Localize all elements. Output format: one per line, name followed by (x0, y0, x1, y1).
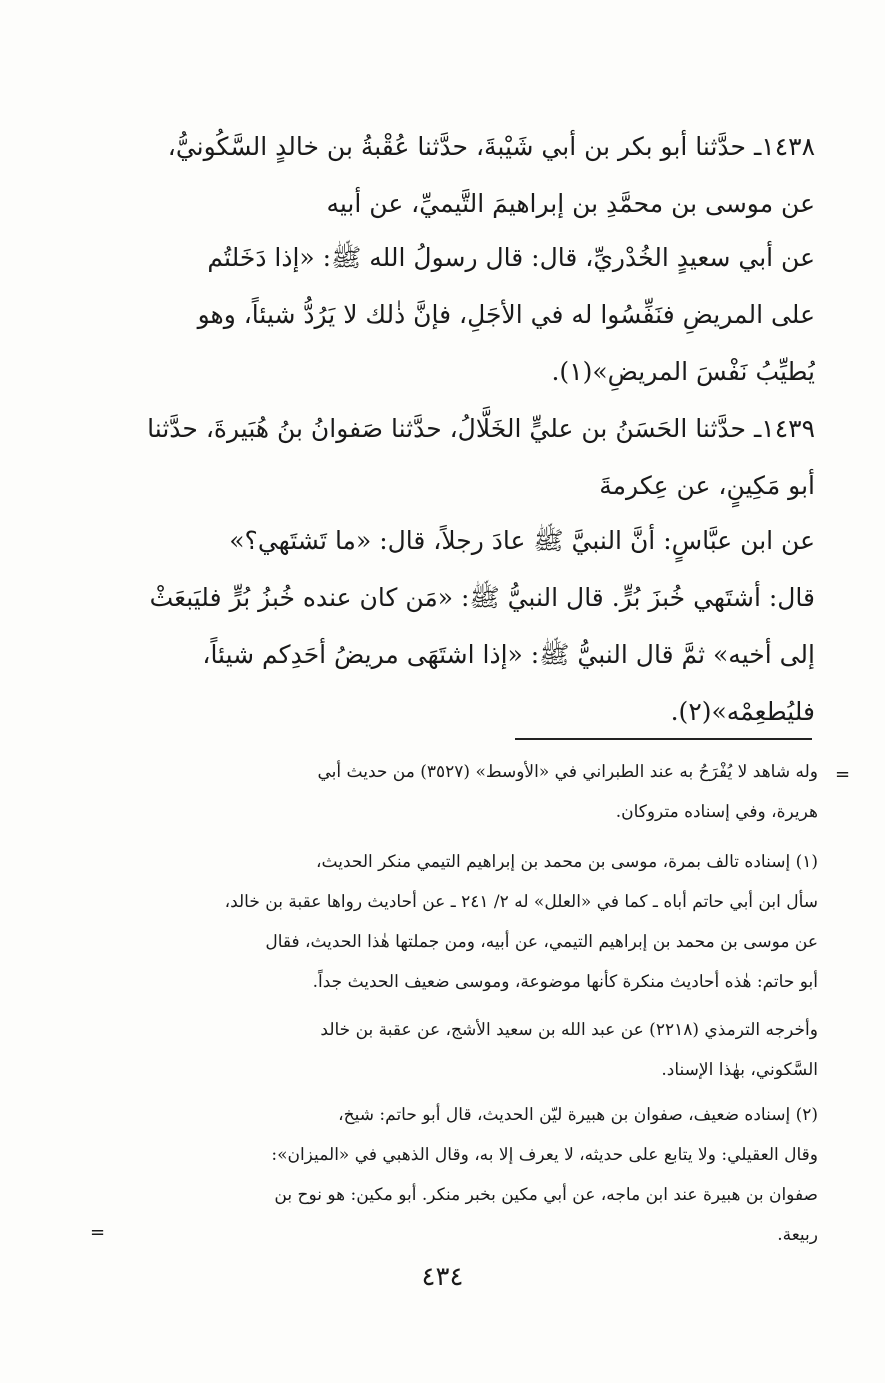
text-line: فليُطعِمْه»(٢). (670, 697, 815, 726)
footnote-line: (٢) إسناده ضعيف، صفوان بن هبيرة ليّن الحديث، قال أبو حاتم: شيخ، (338, 1105, 818, 1125)
page-number: ٤٣٤ (421, 1262, 464, 1292)
hadith-1438-isnad (100, 118, 815, 232)
footnote-2 (100, 1095, 818, 1255)
footnote-line: سأل ابن أبي حاتم أباه ـ كما في «العلل» له ٢/ ٢٤١ ـ عن أحاديث رواها عقبة بن خالد، (224, 892, 818, 912)
footnote-line: عن موسى بن محمد بن إبراهيم التيمي، عن أبيه، ومن جملتها هٰذا الحديث، فقال (265, 932, 818, 952)
hadith-1439-matn (100, 512, 815, 740)
footnote-line: (١) إسناده تالف بمرة، موسى بن محمد بن إبراهيم التيمي منكر الحديث، (316, 852, 818, 872)
footnote-line: وله شاهد لا يُفْرَحُ به عند الطبراني في «الأوسط» (٣٥٢٧) من حديث أبي (317, 762, 818, 782)
text-line: عن موسى بن محمَّدِ بن إبراهيمَ التَّيميِّ، عن أبيه (326, 189, 815, 218)
text-line: يُطيِّبُ نَفْسَ المريضِ»(١). (551, 357, 815, 386)
hadith-1438-matn (100, 229, 815, 400)
text-line: إلى أخيه» ثمَّ قال النبيُّ ﷺ: «إذا اشتَهَى مريضُ أحَدِكم شيئاً، (202, 640, 815, 669)
footnote-continuation (100, 752, 818, 832)
continuation-mark: = (835, 764, 851, 785)
text-line: على المريضِ فنَفِّسُوا له في الأجَلِ، فإنَّ ذٰلك لا يَرُدُّ شيئاً، وهو (197, 300, 815, 329)
text-line: قال: أشتَهي خُبزَ بُرٍّ. قال النبيُّ ﷺ: «مَن كان عنده خُبزُ بُرٍّ فليَبعَثْ (149, 583, 815, 612)
footnote-line: أبو حاتم: هٰذه أحاديث منكرة كأنها موضوعة، وموسى ضعيف الحديث جداً. (312, 972, 818, 992)
footnote-1 (100, 842, 818, 1002)
footnote-line: وقال العقيلي: ولا يتابع على حديثه، لا يعرف إلا به، وقال الذهبي في «الميزان»: (271, 1145, 818, 1165)
footnote-line: السَّكوني، بهٰذا الإسناد. (661, 1060, 818, 1080)
text-line: عن أبي سعيدٍ الخُدْريِّ، قال: قال رسولُ الله ﷺ: «إذا دَخَلتُم (207, 243, 815, 272)
footnote-separator (515, 738, 812, 740)
text-line: عن ابن عبَّاسٍ: أنَّ النبيَّ ﷺ عادَ رجلاً، قال: «ما تَشتَهي؟» (229, 526, 815, 555)
footnote-line: وأخرجه الترمذي (٢٢١٨) عن عبد الله بن سعيد الأشج، عن عقبة بن خالد (320, 1020, 818, 1040)
hadith-1439-isnad (100, 400, 815, 514)
footnote-line: هريرة، وفي إسناده متروكان. (615, 802, 818, 822)
text-line: أبو مَكِينٍ، عن عِكرمةَ (599, 471, 815, 500)
end-continuation-mark: = (90, 1222, 106, 1243)
text-line: ١٤٣٩ـ حدَّثنا الحَسَنُ بن عليٍّ الخَلَّالُ، حدَّثنا صَفوانُ بنُ هُبَيرةَ، حدَّثنا (147, 414, 815, 443)
footnote-line: ربيعة. (777, 1225, 818, 1245)
footnote-1-continued (100, 1010, 818, 1090)
footnote-line: صفوان بن هبيرة عند ابن ماجه، عن أبي مكين بخبر منكر. أبو مكين: هو نوح بن (274, 1185, 818, 1205)
text-line: ١٤٣٨ـ حدَّثنا أبو بكر بن أبي شَيْبةَ، حدَّثنا عُقْبةُ بن خالدٍ السَّكُونيُّ، (167, 132, 815, 161)
